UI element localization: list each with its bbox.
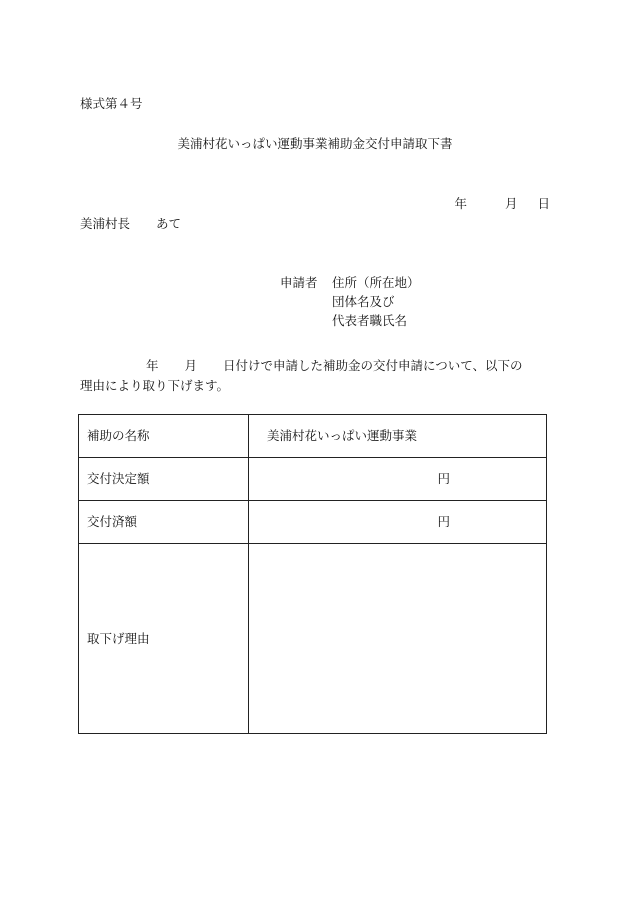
decided-amount-value: 円	[249, 458, 547, 501]
addressee-suffix: あて	[156, 216, 182, 231]
withdrawal-reason-value	[249, 544, 547, 734]
applicant-fields	[332, 275, 420, 332]
applicant-address-label: 住所（所在地）	[332, 275, 420, 290]
document-title: 美浦村花いっぱい運動事業補助金交付申請取下書	[177, 136, 453, 151]
body-text-after-month: 日付けで申請した補助金の交付申請について、以下の	[223, 358, 523, 373]
table-row	[79, 415, 547, 458]
applicant-representative-label: 代表者職氏名	[332, 313, 408, 328]
paid-amount-label: 交付済額	[79, 501, 249, 544]
addressee	[80, 216, 181, 232]
date-line	[454, 196, 550, 212]
date-month-label: 月	[504, 196, 518, 211]
table-row	[79, 458, 547, 501]
applicant-group-label: 団体名及び	[332, 294, 395, 309]
date-day-label: 日	[537, 196, 550, 211]
date-year-label: 年	[454, 196, 467, 211]
decided-amount-label: 交付決定額	[79, 458, 249, 501]
table-row	[79, 544, 547, 734]
body-month-label: 月	[184, 358, 198, 373]
body-line-1	[80, 356, 550, 376]
body-line-2: 理由により取り下げます。	[80, 378, 230, 393]
form-number: 様式第４号	[80, 96, 143, 111]
addressee-name: 美浦村長	[80, 216, 131, 231]
body-text	[80, 356, 550, 396]
withdrawal-reason-label: 取下げ理由	[79, 544, 249, 734]
subsidy-name-label: 補助の名称	[79, 415, 249, 458]
body-year-label: 年	[146, 358, 159, 373]
table-row	[79, 501, 547, 544]
applicant-label: 申請者	[280, 275, 318, 290]
subsidy-name-value: 美浦村花いっぱい運動事業	[249, 415, 547, 458]
paid-amount-value: 円	[249, 501, 547, 544]
application-table	[78, 414, 547, 734]
